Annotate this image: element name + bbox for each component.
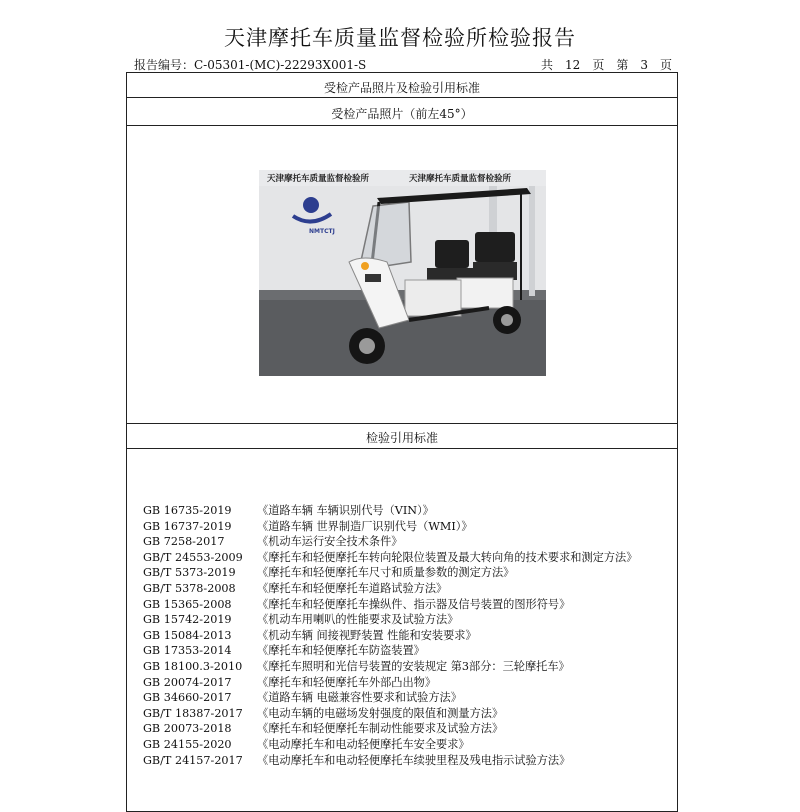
standard-code: GB 20073-2018 [143,722,232,736]
standard-row [143,659,637,675]
photo-logo-text: NMTCTJ [309,228,335,235]
standard-code: GB 16735-2019 [143,504,232,517]
page-info-part: 页 [592,58,605,72]
standard-row [143,737,637,753]
standard-code: GB 7258-2017 [143,535,225,549]
standard-row [143,581,637,597]
standard-name: 《电动摩托车和电动轻便摩托车续驶里程及残电指示试验方法》 [257,753,571,767]
standard-row [143,690,637,706]
standard-row [143,503,637,519]
standard-name: 《机动车运行安全技术条件》 [257,535,403,549]
report-title: 天津摩托车质量监督检验所检验报告 [224,26,576,50]
divider [127,448,677,449]
standard-name: 《电动摩托车和电动轻便摩托车安全要求》 [257,737,470,751]
standard-name: 《摩托车和轻便摩托车转向轮限位装置及最大转向角的技术要求和测定方法》 [257,550,638,564]
standards-list [143,503,637,768]
standard-row [143,675,637,691]
report-number: 报告编号：C-05301-(MC)-22293X001-S [134,58,367,72]
standard-code: GB 17353-2014 [143,644,232,658]
standard-name: 《摩托车和轻便摩托车尺寸和质量参数的测定方法》 [257,566,515,580]
product-photo [259,170,546,376]
standard-row [143,753,637,769]
photo-caption: 受检产品照片（前左45°） [331,107,473,121]
photo-banner-text: 天津摩托车质量监督检验所 [409,174,512,184]
standard-name: 《道路车辆 世界制造厂识别代号（WMI）》 [257,519,473,533]
standard-name: 《道路车辆 车辆识别代号（VIN）》 [257,504,434,517]
standard-code: GB 24155-2020 [143,737,232,751]
standard-row [143,721,637,737]
standard-row [143,612,637,628]
standard-code: GB 15365-2008 [143,597,232,611]
standard-row [143,628,637,644]
standard-code: GB/T 5378-2008 [143,581,236,595]
standard-row [143,597,637,613]
standard-name: 《机动车辆 间接视野装置 性能和安装要求》 [257,628,477,642]
standard-name: 《摩托车和轻便摩托车制动性能要求及试验方法》 [257,722,504,736]
page-info-part: 共 [541,58,554,72]
page-info-part: 3 [640,58,648,72]
standard-row [143,534,637,550]
standard-code: GB 20074-2017 [143,675,232,689]
standard-name: 《摩托车和轻便摩托车外部凸出物》 [257,675,437,689]
standard-code: GB/T 5373-2019 [143,566,236,580]
page-info-part: 第 [616,58,629,72]
standard-name: 《摩托车照明和光信号装置的安装规定 第3部分：三轮摩托车》 [257,659,570,673]
standard-row [143,550,637,566]
standard-name: 《摩托车和轻便摩托车防盗装置》 [257,644,425,658]
standard-code: GB 16737-2019 [143,519,232,533]
standard-code: GB 15084-2013 [143,628,232,642]
standard-code: GB/T 24553-2009 [143,550,243,564]
divider [127,423,677,424]
page-info-part: 页 [659,58,672,72]
standard-code: GB/T 18387-2017 [143,706,243,720]
standard-row [143,643,637,659]
standard-name: 《摩托车和轻便摩托车道路试验方法》 [257,581,448,595]
divider [127,125,677,126]
standard-name: 《机动车用喇叭的性能要求及试验方法》 [257,613,459,627]
section-title: 受检产品照片及检验引用标准 [323,81,480,95]
divider [127,97,677,98]
standard-code: GB 18100.3-2010 [143,659,243,673]
standard-row [143,519,637,535]
standard-code: GB 15742-2019 [143,613,232,627]
report-frame [126,72,678,812]
standard-code: GB/T 24157-2017 [143,753,243,767]
photo-banner-text: 天津摩托车质量监督检验所 [267,174,370,184]
standard-row [143,706,637,722]
page-info-part: 12 [565,58,581,72]
standard-name: 《摩托车和轻便摩托车操纵件、指示器及信号装置的图形符号》 [257,597,571,611]
logo-icon [303,197,319,213]
standards-title: 检验引用标准 [365,431,438,445]
standard-code: GB 34660-2017 [143,691,232,705]
page-info [529,56,672,73]
standard-name: 《道路车辆 电磁兼容性要求和试验方法》 [257,691,462,705]
standard-name: 《电动车辆的电磁场发射强度的限值和测量方法》 [257,706,504,720]
standard-row [143,565,637,581]
